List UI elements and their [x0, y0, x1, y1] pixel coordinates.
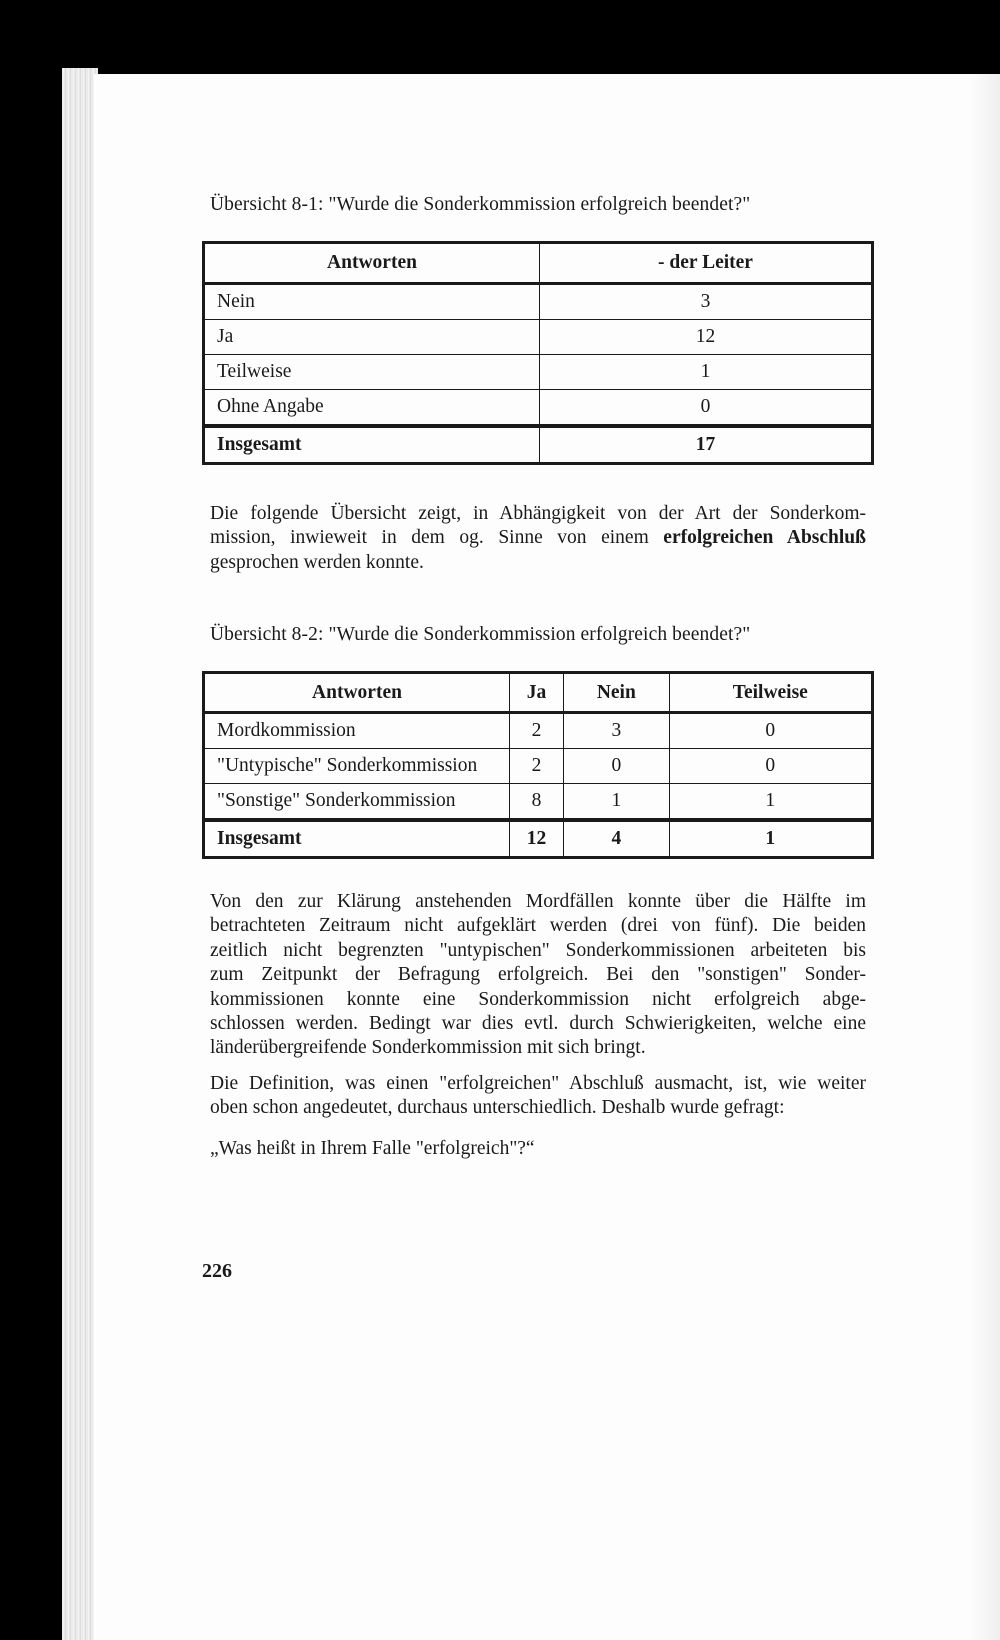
table1-row-value: 0 — [540, 390, 873, 427]
table1-row-label: Ja — [204, 320, 540, 355]
table1-total-label: Insgesamt — [204, 426, 540, 464]
text-line: Von den zur Klärung anstehenden Mordfällen konnte über die Hälfte im — [210, 891, 866, 912]
text-line: zum Zeitpunkt der Befragung erfolgreich. Bei den "sonstigen" Sonder- — [210, 964, 866, 986]
table2-total-ja: 12 — [510, 820, 564, 858]
table2-cell-teilweise: 1 — [669, 784, 872, 821]
table2-header-row — [204, 673, 873, 713]
text-line: zeitlich nicht begrenzten "untypischen" Sonderkommissionen arbeiteten bis — [210, 939, 866, 961]
text-line: schlossen werden. Bedingt war dies evtl. durch Schwierigkeiten, welche eine — [210, 1013, 866, 1035]
table-row — [204, 390, 873, 427]
quoted-question: „Was heißt in Ihrem Falle "erfolgreich"?“ — [210, 1138, 535, 1159]
table-row — [204, 320, 873, 355]
table1-row-value: 12 — [540, 320, 873, 355]
table2-cell-ja: 8 — [510, 784, 564, 821]
page-gutter-shadow — [970, 74, 1000, 1640]
table2-cell-nein: 1 — [564, 784, 670, 821]
table1-total-row — [204, 426, 873, 464]
table-8-2 — [202, 671, 874, 859]
table2-total-teilweise: 1 — [669, 820, 872, 858]
table2-row-label: "Sonstige" Sonderkommission — [204, 784, 510, 821]
table2-header-teilweise: Teilweise — [669, 673, 872, 713]
table2-cell-ja: 2 — [510, 749, 564, 784]
table1-row-value: 3 — [540, 284, 873, 320]
table2-row-label: Mordkommission — [204, 713, 510, 749]
text-line-with-bold — [210, 526, 866, 550]
bold-phrase: erfolgreichen Abschluß — [663, 527, 866, 549]
table2-cell-teilweise: 0 — [669, 713, 872, 749]
table2-header-ja: Ja — [510, 673, 564, 713]
table1-row-label: Nein — [204, 284, 540, 320]
text-line: oben schon angedeutet, durchaus unterschiedlich. Deshalb wurde gefragt: — [210, 1097, 785, 1119]
table-row — [204, 784, 873, 821]
table2-cell-nein: 3 — [564, 713, 670, 749]
table-8-1 — [202, 241, 874, 465]
text-fragment: mission, inwieweit in dem og. Sinne von einem — [210, 527, 649, 549]
table-row — [204, 355, 873, 390]
table1-row-value: 1 — [540, 355, 873, 390]
text-line: betrachteten Zeitraum nicht aufgeklärt werden (drei von fünf). Die beiden — [210, 915, 866, 937]
table2-total-row — [204, 820, 873, 858]
table2-row-label: "Untypische" Sonderkommission — [204, 749, 510, 784]
text-line: länderübergreifende Sonderkommission mit sich bringt. — [210, 1037, 646, 1059]
table-row — [204, 713, 873, 749]
table1-row-label: Teilweise — [204, 355, 540, 390]
table1-total-value: 17 — [540, 426, 873, 464]
table1-header-row — [204, 243, 873, 284]
book-page — [94, 74, 1000, 1640]
table1-caption: Übersicht 8-1: "Wurde die Sonderkommission erfolgreich beendet?" — [210, 194, 751, 215]
text-line: Die Definition, was einen "erfolgreichen" Abschluß ausmacht, ist, wie weiter — [210, 1073, 866, 1094]
table2-cell-teilweise: 0 — [669, 749, 872, 784]
table-row — [204, 749, 873, 784]
table2-caption: Übersicht 8-2: "Wurde die Sonderkommission erfolgreich beendet?" — [210, 624, 751, 645]
table2-header-nein: Nein — [564, 673, 670, 713]
table2-total-nein: 4 — [564, 820, 670, 858]
table2-cell-ja: 2 — [510, 713, 564, 749]
table1-row-label: Ohne Angabe — [204, 390, 540, 427]
table1-header-leiter: - der Leiter — [540, 243, 873, 284]
paragraph-analysis — [210, 890, 866, 1061]
text-line: gesprochen werden konnte. — [210, 551, 424, 573]
table2-header-antworten: Antworten — [204, 673, 510, 713]
paragraph-definition — [210, 1072, 866, 1121]
table1-header-antworten: Antworten — [204, 243, 540, 284]
book-page-edges — [62, 68, 98, 1640]
text-line: Die folgende Übersicht zeigt, in Abhängigkeit von der Art der Sonderkom- — [210, 503, 866, 524]
table-row — [204, 284, 873, 320]
text-line: kommissionen konnte eine Sonderkommission nicht erfolgreich abge- — [210, 988, 866, 1010]
page-number: 226 — [202, 1260, 232, 1282]
table2-total-label: Insgesamt — [204, 820, 510, 858]
paragraph-intro — [210, 502, 866, 575]
table2-cell-nein: 0 — [564, 749, 670, 784]
